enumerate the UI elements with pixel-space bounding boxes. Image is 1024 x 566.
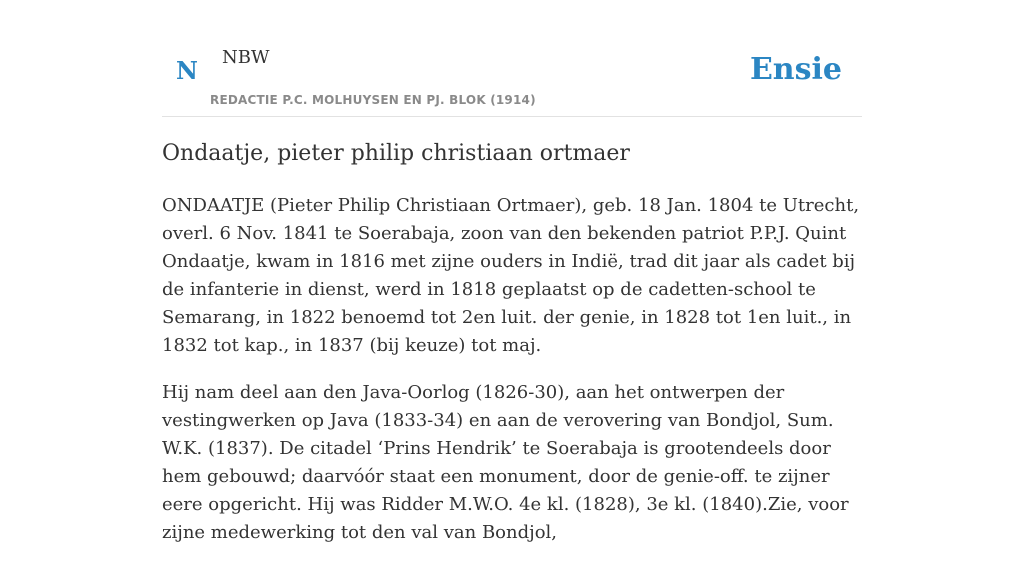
article-body [162,192,862,566]
brand-logo[interactable]: Ensie [749,52,842,87]
source-logo[interactable]: N [176,56,198,85]
article-title: Ondaatje, pieter philip christiaan ortmaer [162,141,630,166]
article-paragraph: ONDAATJE (Pieter Philip Christiaan Ortmaer), geb. 18 Jan. 1804 te Utrecht, overl. 6 Nov. 1841 te Soerabaja, zoon van den bekenden patriot P.P.J. Quint Ondaatje, kwam in 1816 met zijne ouders in Indië, trad dit jaar als cadet bij de infanterie in dienst, werd in 1818 geplaatst op de cadetten-school te Semarang, in 1822 benoemd tot 2en luit. der genie, in 1828 tot 1en luit., in 1832 tot kap., in 1837 (bij keuze) tot maj. [162,195,860,356]
source-subtitle: REDACTIE P.C. MOLHUYSEN EN PJ. BLOK (1914) [210,93,536,107]
article-paragraph: Hij nam deel aan den Java-Oorlog (1826-30), aan het ontwerpen der vestingwerken op Java (1833-34) en aan de verovering van Bondjol, Sum. W.K. (1837). De citadel ‘Prins Hendrik’ te Soerabaja is grootendeels door hem gebouwd; daarvóór staat een monument, door de genie-off. te zijner eere opgericht. Hij was Ridder M.W.O. 4e kl. (1828), 3e kl. (1840).Zie, voor zijne medewerking tot den val van Bondjol, [162,382,849,543]
source-name[interactable]: NBW [222,47,270,68]
header [162,0,862,117]
